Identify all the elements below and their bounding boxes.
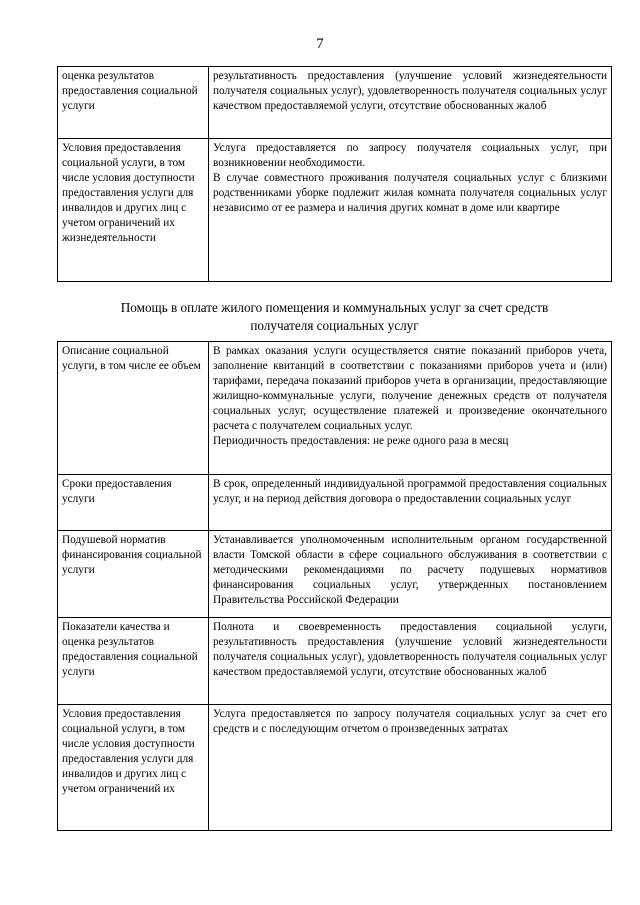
continuation-table: [57, 66, 612, 282]
row-value: [209, 618, 612, 705]
row-paragraph: В срок, определенный индивидуальной программой предоставления социальных услуг, и на период действия договора о предоставлении социальных услуг: [213, 478, 607, 505]
row-value: [209, 342, 612, 475]
row-value: [209, 139, 612, 282]
row-value: [209, 67, 612, 139]
table-row: [58, 705, 612, 831]
row-paragraph: В случае совместного проживания получателя социальных услуг с близкими родственниками уборке подлежит жилая комната получателя социальных услуг независимо от ее размера и наличия других комнат в доме или квартире: [213, 172, 607, 214]
row-label: Показатели качества и оценка результатов предоставления социальной услуги: [58, 618, 209, 705]
table-row: [58, 618, 612, 705]
row-value: [209, 705, 612, 831]
table-row: [58, 67, 612, 139]
row-paragraph: Устанавливается уполномоченным исполнительным органом государственной власти Томской области в сфере социального обслуживания в соответствии с методическими рекомендациями по расчету подушевых нормативов финансирования социальных услуг, утвержденных постановлением Правительства Российской Федерации: [213, 534, 607, 606]
table-row: [58, 531, 612, 618]
section-title: [57, 299, 612, 335]
row-paragraph: Полнота и своевременность предоставления социальной услуги, результативность предоставления (улучшение условий жизнедеятельности получателя социальных услуг), удовлетворенность получателя социальных услуг качеством предоставляемой услуги, отсутствие обоснованных жалоб: [213, 621, 607, 678]
row-paragraph: Услуга предоставляется по запросу получателя социальных услуг за счет его средств и с последующим отчетом о произведенных затратах: [213, 708, 607, 735]
row-label: Сроки предоставления услуги: [58, 475, 209, 531]
section-title-line: Помощь в оплате жилого помещения и коммунальных услуг за счет средств: [120, 300, 549, 315]
service-table: [57, 341, 612, 831]
table-row: [58, 342, 612, 475]
row-paragraph: Услуга предоставляется по запросу получателя социальных услуг, при возникновении необходимости.: [213, 142, 607, 169]
row-value: [209, 475, 612, 531]
table-row: [58, 139, 612, 282]
row-value: [209, 531, 612, 618]
row-label: Условия предоставления социальной услуги, в том числе условия доступности предоставления услуги для инвалидов и других лиц с учетом ограничений их жизнедеятельности: [58, 139, 209, 282]
row-label: Подушевой норматив финансирования социальной услуги: [58, 531, 209, 618]
row-paragraph: результативность предоставления (улучшение условий жизнедеятельности получателя социальных услуг), удовлетворенность получателя социальных услуг качеством предоставляемой услуги, отсутствие обоснованных жалоб: [213, 70, 607, 112]
section-title-line: получателя социальных услуг: [250, 318, 419, 333]
row-paragraph: В рамках оказания услуги осуществляется снятие показаний приборов учета, заполнение квитанций в соответствии с показаниями приборов учета и (или) тарифами, передача показаний приборов учета в организации, предоставляющие жилищно-коммунальные услуги, получение денежных средств от получателя социальных услуг, осуществление платежей и произведение окончательного расчета с получателем социальных услуг.: [213, 345, 607, 432]
table-row: [58, 475, 612, 531]
row-paragraph: Периодичность предоставления: не реже одного раза в месяц: [213, 435, 509, 447]
row-label: Описание социальной услуги, в том числе ее объем: [58, 342, 209, 475]
row-label: оценка результатов предоставления социальной услуги: [58, 67, 209, 139]
page-number: 7: [316, 36, 324, 52]
row-label: Условия предоставления социальной услуги, в том числе условия доступности предоставления услуги для инвалидов и других лиц с учетом ограничений их: [58, 705, 209, 831]
